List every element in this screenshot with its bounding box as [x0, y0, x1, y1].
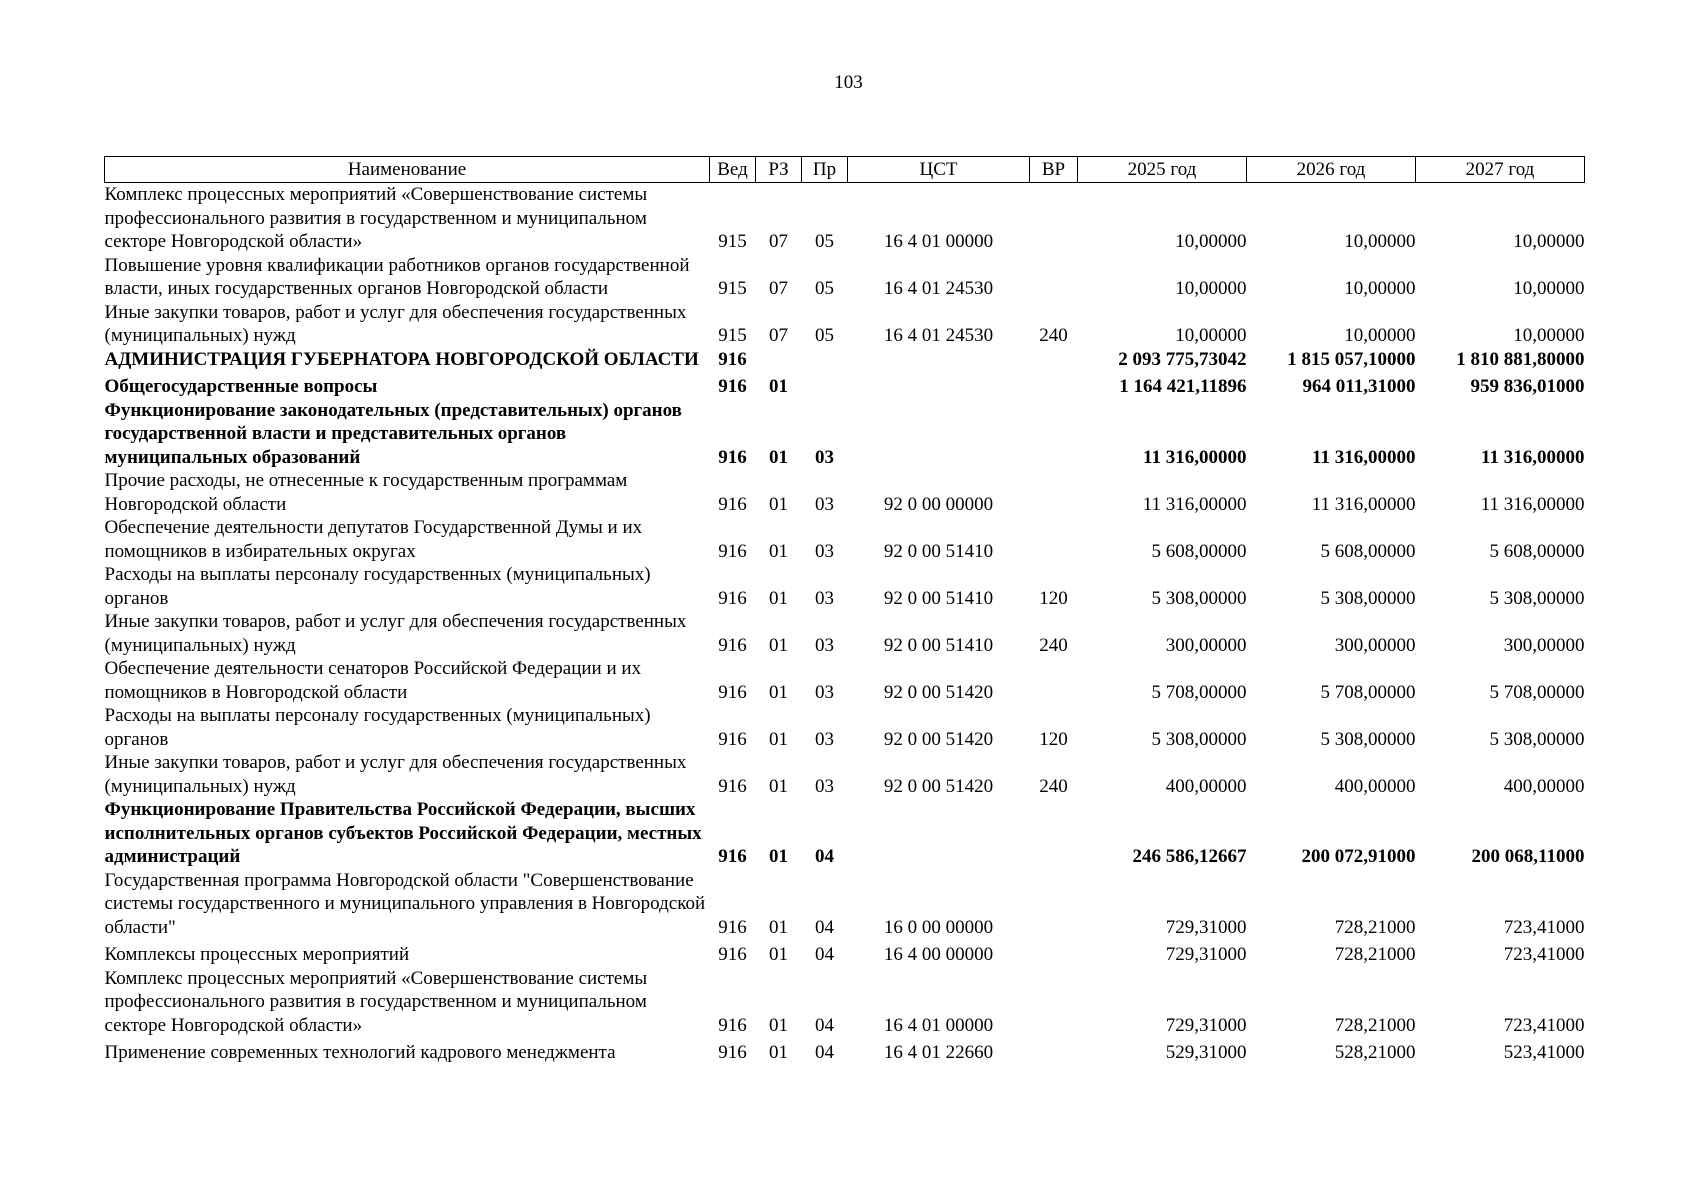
header-row: [105, 157, 1585, 183]
row-cst: 16 4 01 00000: [883, 231, 994, 252]
row-2025: 400,00000: [1165, 775, 1247, 797]
header-vr: ВР: [1030, 157, 1078, 183]
row-ved: 915: [718, 278, 747, 299]
row-rz: 01: [769, 446, 788, 468]
row-rz: 01: [769, 634, 788, 656]
row-name: Обеспечение деятельности сенаторов Российской Федерации и их помощников в Новгородской области: [104, 658, 642, 703]
row-2027: 5 608,00000: [1489, 540, 1585, 562]
table-row: [105, 348, 1585, 372]
row-pr: [802, 348, 848, 372]
row-rz: 01: [769, 493, 788, 515]
row-2026: 5 608,00000: [1320, 540, 1416, 562]
row-cst: 92 0 00 51420: [883, 775, 994, 797]
row-vr: [1030, 254, 1078, 301]
row-ved: 916: [718, 728, 747, 750]
row-cst: [848, 371, 1030, 399]
row-cst: [848, 798, 1030, 869]
row-cst: 16 4 00 00000: [883, 944, 994, 965]
table-row: [105, 371, 1585, 399]
row-ved: 916: [718, 634, 747, 656]
row-name: Обеспечение деятельности депутатов Государственной Думы и их помощников в избирательных округах: [104, 517, 643, 562]
row-2027: 723,41000: [1503, 916, 1585, 938]
table-row: [105, 516, 1585, 563]
row-ved: 916: [718, 944, 747, 965]
row-name: Комплексы процессных мероприятий: [104, 944, 410, 965]
row-vr: [1030, 371, 1078, 399]
row-2025: 529,31000: [1165, 1042, 1247, 1063]
header-pr: Пр: [802, 157, 848, 183]
row-name: Иные закупки товаров, работ и услуг для обеспечения государственных (муниципальных) нужд: [104, 301, 687, 346]
row-ved: 916: [718, 846, 747, 867]
row-2025: 5 308,00000: [1151, 587, 1247, 609]
row-vr: 240: [1039, 775, 1068, 797]
row-2025: 5 708,00000: [1151, 681, 1247, 703]
row-2027: 959 836,01000: [1470, 376, 1585, 397]
row-name: Государственная программа Новгородской области "Совершенствование системы государственного и муниципального управления в Новгородской области": [104, 869, 706, 938]
row-rz: 01: [769, 1042, 788, 1063]
row-rz: 01: [769, 728, 788, 750]
row-ved: 916: [718, 348, 747, 370]
row-ved: 916: [718, 376, 747, 397]
row-ved: 916: [718, 681, 747, 703]
row-2027: 11 316,00000: [1481, 446, 1585, 468]
row-2026: 11 316,00000: [1311, 493, 1416, 515]
row-name: Функционирование Правительства Российской Федерации, высших исполнительных органов субъектов Российской Федерации, местных администраций: [104, 799, 702, 867]
row-2026: 10,00000: [1344, 231, 1416, 252]
row-2026: 528,21000: [1334, 1042, 1416, 1063]
header-cst: ЦСТ: [848, 157, 1030, 183]
row-pr: 03: [815, 540, 834, 562]
row-2026: 10,00000: [1344, 278, 1416, 299]
table-row: [105, 798, 1585, 869]
table-row: [105, 1037, 1585, 1065]
row-pr: 03: [815, 728, 834, 750]
row-cst: 16 0 00 00000: [883, 916, 994, 938]
row-cst: 92 0 00 51410: [883, 634, 994, 656]
row-ved: 916: [718, 493, 747, 515]
row-pr: 04: [815, 1042, 834, 1063]
row-vr: 240: [1039, 325, 1068, 346]
table-row: [105, 967, 1585, 1038]
row-2026: 964 011,31000: [1302, 376, 1416, 397]
row-2027: 523,41000: [1503, 1042, 1585, 1063]
row-2026: 200 072,91000: [1301, 846, 1416, 867]
row-cst: 16 4 01 00000: [883, 1014, 994, 1036]
row-pr: 04: [815, 916, 834, 938]
row-2027: 5 308,00000: [1489, 728, 1585, 750]
row-vr: [1030, 657, 1078, 704]
row-name: Повышение уровня квалификации работников органов государственной власти, иных государственных органов Новгородской области: [104, 254, 690, 299]
row-pr: 03: [815, 634, 834, 656]
row-rz: 01: [769, 944, 788, 965]
table-row: [105, 751, 1585, 798]
header-rz: РЗ: [756, 157, 802, 183]
row-2026: 5 308,00000: [1320, 587, 1416, 609]
row-rz: 01: [769, 540, 788, 562]
row-name: Прочие расходы, не отнесенные к государственным программам Новгородской области: [104, 470, 628, 515]
row-2026: 728,21000: [1334, 1014, 1416, 1036]
row-name: Иные закупки товаров, работ и услуг для обеспечения государственных (муниципальных) нужд: [104, 752, 687, 797]
row-2025: 729,31000: [1165, 916, 1247, 938]
row-name: Комплекс процессных мероприятий «Совершенствование системы профессионального развития в государственном и муниципальном секторе Новгородской области»: [104, 184, 648, 252]
row-cst: 16 4 01 24530: [883, 325, 994, 346]
row-pr: 05: [815, 325, 834, 346]
row-vr: [1030, 1037, 1078, 1065]
row-2025: 729,31000: [1165, 944, 1247, 965]
row-2027: 10,00000: [1513, 278, 1585, 299]
row-pr: [802, 371, 848, 399]
row-pr: 04: [815, 1014, 834, 1036]
row-vr: [1030, 469, 1078, 516]
row-rz: 01: [769, 916, 788, 938]
row-2025: 5 608,00000: [1151, 540, 1247, 562]
row-pr: 05: [815, 278, 834, 299]
row-2025: 10,00000: [1175, 231, 1247, 252]
row-2027: 300,00000: [1503, 634, 1585, 656]
row-rz: 01: [769, 376, 788, 397]
row-name: Общегосударственные вопросы: [104, 376, 378, 397]
row-cst: 16 4 01 22660: [883, 1042, 994, 1063]
row-ved: 916: [718, 775, 747, 797]
row-2026: 728,21000: [1334, 916, 1416, 938]
row-name: Комплекс процессных мероприятий «Совершенствование системы профессионального развития в государственном и муниципальном секторе Новгородской области»: [104, 967, 648, 1036]
row-2027: 1 810 881,80000: [1456, 348, 1585, 370]
row-name: АДМИНИСТРАЦИЯ ГУБЕРНАТОРА НОВГОРОДСКОЙ ОБЛАСТИ: [104, 348, 699, 370]
row-ved: 916: [718, 916, 747, 938]
row-2026: 5 308,00000: [1320, 728, 1416, 750]
table-row: [105, 939, 1585, 967]
row-cst: 92 0 00 51410: [883, 587, 994, 609]
row-rz: 07: [769, 325, 788, 346]
row-vr: 240: [1039, 634, 1068, 656]
row-cst: 92 0 00 51410: [883, 540, 994, 562]
row-vr: [1030, 967, 1078, 1038]
table-row: [105, 469, 1585, 516]
row-vr: [1030, 399, 1078, 470]
row-2027: 11 316,00000: [1480, 493, 1585, 515]
row-2025: 5 308,00000: [1151, 728, 1247, 750]
row-2025: 10,00000: [1175, 325, 1247, 346]
table-row: [105, 657, 1585, 704]
row-cst: [848, 399, 1030, 470]
table-row: [105, 399, 1585, 470]
row-vr: [1030, 869, 1078, 940]
row-name: Применение современных технологий кадрового менеджмента: [104, 1042, 616, 1063]
row-2025: 729,31000: [1165, 1014, 1247, 1036]
row-2026: 300,00000: [1334, 634, 1416, 656]
header-name: Наименование: [105, 157, 710, 183]
header-2025: 2025 год: [1078, 157, 1247, 183]
row-ved: 915: [718, 325, 747, 346]
table-body: [105, 183, 1585, 1065]
table-header: [105, 157, 1585, 183]
row-ved: 915: [718, 231, 747, 252]
row-2027: 723,41000: [1503, 1014, 1585, 1036]
row-2026: 400,00000: [1334, 775, 1416, 797]
row-name: Расходы на выплаты персоналу государственных (муниципальных) органов: [104, 564, 651, 609]
row-rz: 01: [769, 846, 788, 867]
table-row: [105, 301, 1585, 348]
row-2025: 300,00000: [1165, 634, 1247, 656]
row-2027: 5 708,00000: [1489, 681, 1585, 703]
row-2026: 1 815 057,10000: [1287, 348, 1416, 370]
row-2027: 10,00000: [1513, 231, 1585, 252]
header-ved: Вед: [710, 157, 756, 183]
row-vr: 120: [1039, 587, 1068, 609]
row-2025: 11 316,00000: [1142, 493, 1247, 515]
row-cst: 92 0 00 00000: [883, 493, 994, 515]
row-pr: 04: [815, 944, 834, 965]
row-pr: 03: [815, 775, 834, 797]
table-row: [105, 563, 1585, 610]
row-ved: 916: [718, 1014, 747, 1036]
row-2027: 400,00000: [1503, 775, 1585, 797]
row-pr: 04: [815, 846, 834, 867]
row-ved: 916: [718, 540, 747, 562]
row-rz: 07: [769, 278, 788, 299]
row-2026: 10,00000: [1344, 325, 1416, 346]
row-vr: [1030, 516, 1078, 563]
row-vr: 120: [1039, 728, 1068, 750]
budget-table: [104, 156, 1585, 1065]
row-cst: 16 4 01 24530: [883, 278, 994, 299]
page-number: 103: [834, 72, 863, 93]
row-pr: 03: [815, 587, 834, 609]
row-2027: 723,41000: [1503, 944, 1585, 965]
table-row: [105, 869, 1585, 940]
row-rz: [756, 348, 802, 372]
row-rz: 01: [769, 587, 788, 609]
row-ved: 916: [718, 587, 747, 609]
row-pr: 05: [815, 231, 834, 252]
row-2026: 11 316,00000: [1312, 446, 1416, 468]
row-2027: 10,00000: [1513, 325, 1585, 346]
row-2025: 2 093 775,73042: [1118, 348, 1247, 370]
header-2027: 2027 год: [1416, 157, 1585, 183]
table-row: [105, 254, 1585, 301]
table-row: [105, 704, 1585, 751]
row-vr: [1030, 939, 1078, 967]
row-2027: 200 068,11000: [1471, 846, 1585, 867]
header-2026: 2026 год: [1247, 157, 1416, 183]
row-rz: 01: [769, 775, 788, 797]
row-2026: 728,21000: [1334, 944, 1416, 965]
row-2025: 11 316,00000: [1143, 446, 1247, 468]
row-vr: [1030, 798, 1078, 869]
row-name: Расходы на выплаты персоналу государственных (муниципальных) органов: [104, 705, 651, 750]
row-name: Функционирование законодательных (представительных) органов государственной власти и представительных органов муниципальных образований: [104, 399, 682, 468]
row-name: Иные закупки товаров, работ и услуг для обеспечения государственных (муниципальных) нужд: [104, 611, 687, 656]
row-2025: 246 586,12667: [1132, 846, 1247, 867]
row-cst: [848, 348, 1030, 372]
row-rz: 01: [769, 681, 788, 703]
row-2025: 10,00000: [1175, 278, 1247, 299]
row-vr: [1030, 348, 1078, 372]
row-cst: 92 0 00 51420: [883, 728, 994, 750]
row-ved: 916: [718, 446, 747, 468]
row-2026: 5 708,00000: [1320, 681, 1416, 703]
row-rz: 07: [769, 231, 788, 252]
row-pr: 03: [815, 446, 834, 468]
row-cst: 92 0 00 51420: [883, 681, 994, 703]
row-pr: 03: [815, 493, 834, 515]
row-2025: 1 164 421,11896: [1119, 376, 1247, 397]
table-row: [105, 610, 1585, 657]
row-pr: 03: [815, 681, 834, 703]
row-2027: 5 308,00000: [1489, 587, 1585, 609]
row-vr: [1030, 183, 1078, 254]
row-ved: 916: [718, 1042, 747, 1063]
row-rz: 01: [769, 1014, 788, 1036]
table-row: [105, 183, 1585, 254]
